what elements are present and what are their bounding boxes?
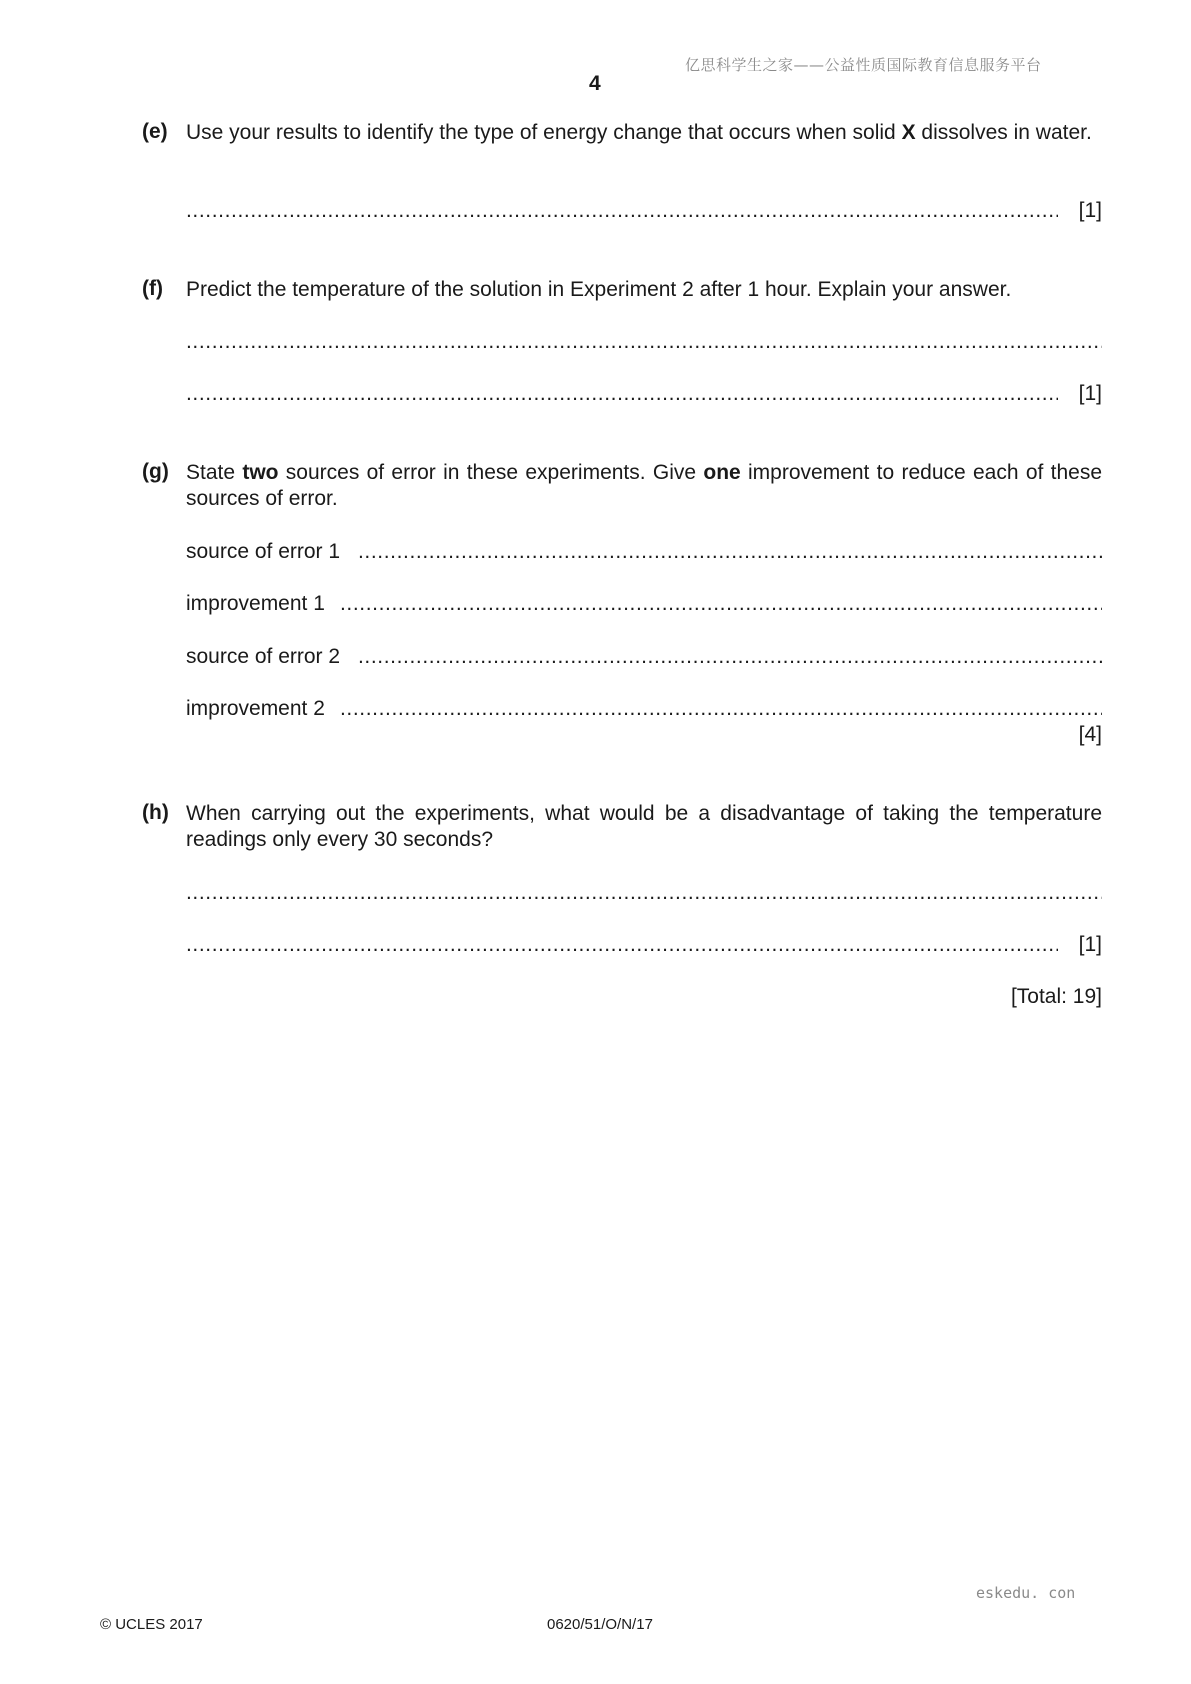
question-g-bold-1: two <box>242 461 279 484</box>
source-of-error-1-label: source of error 1 <box>186 540 341 563</box>
question-h-answer-line-2[interactable] <box>186 932 1058 958</box>
question-f-label: (f) <box>142 277 163 300</box>
footer-copyright: © UCLES 2017 <box>100 1616 203 1633</box>
question-g-label: (g) <box>142 460 169 483</box>
question-f-mark: [1] <box>1078 382 1102 405</box>
question-h-text: When carrying out the experiments, what would be a disadvantage of taking the temperature readings only every 30 seconds? <box>186 802 1102 851</box>
question-g-text-3: improvement to reduce each of these sources of error. <box>186 461 1103 510</box>
question-g-mark: [4] <box>1078 723 1102 746</box>
improvement-2-answer-line[interactable] <box>340 696 1102 722</box>
footer-paper-code: 0620/51/O/N/17 <box>547 1616 653 1633</box>
improvement-1-label: improvement 1 <box>186 592 325 615</box>
question-h-answer-line-1[interactable] <box>186 880 1102 906</box>
source-of-error-2-answer-line[interactable] <box>358 644 1102 670</box>
question-e-text-after: dissolves in water. <box>915 121 1092 144</box>
header-watermark: 亿思科学生之家——公益性质国际教育信息服务平台 <box>685 56 1042 74</box>
question-f-answer-line-1[interactable] <box>186 329 1102 355</box>
question-g-bold-2: one <box>703 461 741 484</box>
source-of-error-2-label: source of error 2 <box>186 645 341 668</box>
question-e-text <box>186 120 1102 146</box>
question-f-text: Predict the temperature of the solution in Experiment 2 after 1 hour. Explain your answer. <box>186 278 1012 301</box>
question-g-text <box>186 460 1102 512</box>
question-e-label: (e) <box>142 120 168 143</box>
question-e-text-bold: X <box>901 121 916 144</box>
question-g-text-1: State <box>186 461 243 484</box>
question-g-text-2: sources of error in these experiments. Give <box>278 461 704 484</box>
footer-watermark: eskedu. con <box>976 1584 1076 1602</box>
total-marks: [Total: 19] <box>1010 985 1102 1008</box>
question-e-mark: [1] <box>1078 199 1102 222</box>
question-f-answer-line-2[interactable] <box>186 381 1058 407</box>
improvement-1-answer-line[interactable] <box>340 591 1102 617</box>
question-h-label: (h) <box>142 801 169 824</box>
source-of-error-1-answer-line[interactable] <box>358 539 1102 565</box>
question-e-text-before: Use your results to identify the type of energy change that occurs when solid <box>186 121 902 144</box>
improvement-2-label: improvement 2 <box>186 697 325 720</box>
page-number: 4 <box>589 72 601 95</box>
question-e-answer-line[interactable] <box>186 198 1058 224</box>
question-h-mark: [1] <box>1078 933 1102 956</box>
